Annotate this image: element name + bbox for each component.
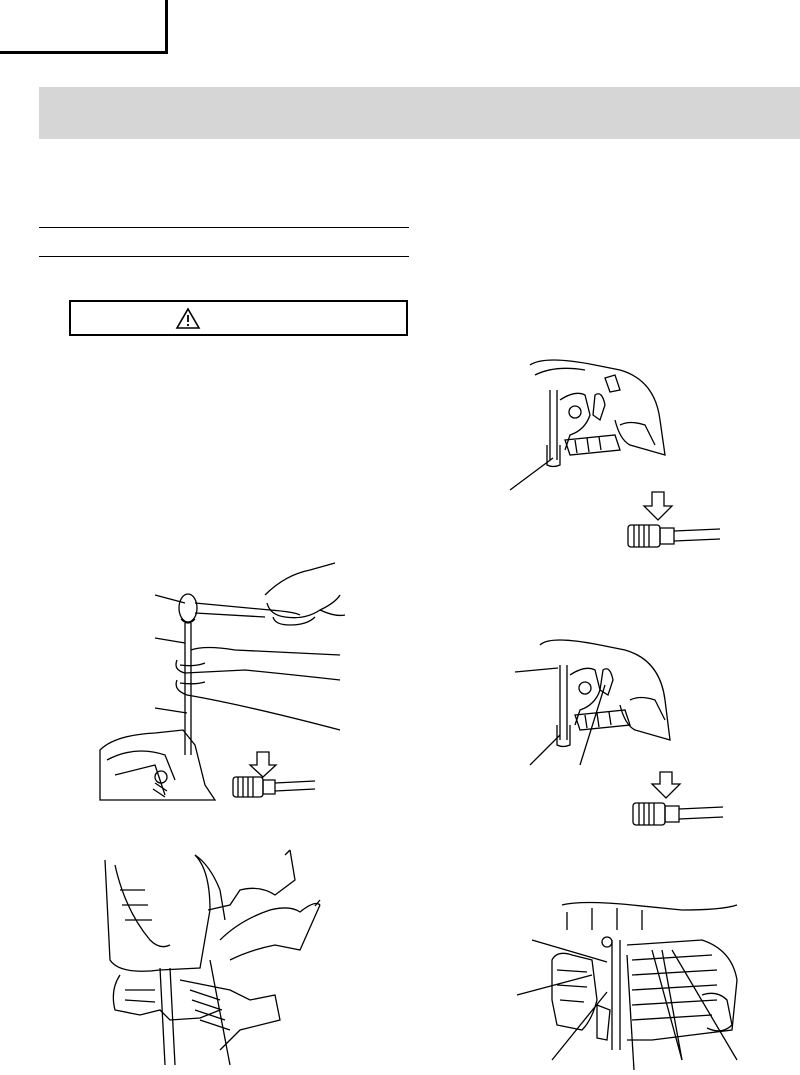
down-arrow-icon: [644, 492, 672, 520]
leader-line: [672, 950, 737, 1060]
leader-line: [515, 668, 558, 672]
leader-line: [662, 950, 682, 1060]
leader-line: [532, 940, 607, 962]
leader-line: [517, 975, 592, 995]
figure-hammer-rod: [95, 555, 355, 805]
leader-line: [580, 685, 605, 765]
leader-line: [155, 638, 185, 643]
leader-line: [652, 950, 682, 1060]
subsection-rule-top: [39, 227, 409, 228]
down-arrow-icon: [250, 752, 276, 777]
figure-coupler-a: [620, 490, 740, 555]
warning-box: [69, 300, 408, 336]
leader-line: [627, 955, 634, 1070]
figure-nose-label-a: [505, 360, 705, 500]
subsection-rule-bottom: [39, 256, 409, 257]
warning-triangle-icon: [176, 308, 200, 330]
down-arrow-icon: [652, 772, 680, 798]
leader-line: [530, 735, 560, 765]
figure-coupler-b: [628, 770, 738, 830]
figure-nose-label-b: [510, 640, 710, 770]
leader-line: [155, 708, 187, 713]
figure-nose-multi-label: [512, 900, 742, 1070]
figure-hand-nose: [100, 850, 330, 1075]
page-corner-tab: [0, 0, 168, 54]
section-header-band: [39, 87, 800, 139]
